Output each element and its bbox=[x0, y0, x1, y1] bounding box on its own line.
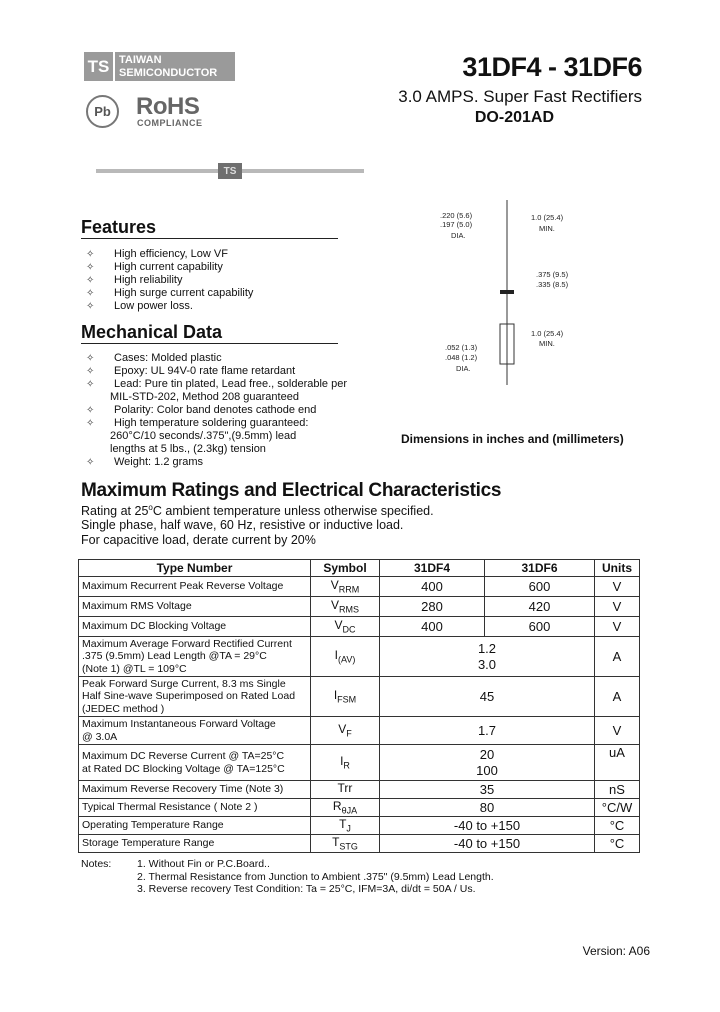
mechanical-item bbox=[86, 456, 347, 469]
table-row bbox=[79, 745, 640, 781]
symbol-subscript: J bbox=[346, 823, 351, 834]
symbol-cell bbox=[311, 799, 380, 817]
value-line: 1.2 bbox=[477, 640, 497, 656]
header-31df4: 31DF4 bbox=[380, 560, 485, 577]
part-number-title: 31DF4 - 31DF6 bbox=[462, 52, 642, 82]
symbol-subscript: RMS bbox=[339, 604, 359, 615]
param-line: Maximum Average Forward Rectified Current bbox=[82, 637, 292, 650]
symbol-subscript: R bbox=[343, 760, 350, 771]
table-row bbox=[79, 781, 640, 799]
symbol-main: V bbox=[330, 578, 339, 593]
value-cell bbox=[380, 835, 595, 853]
param-line: (JEDEC method ) bbox=[82, 702, 165, 715]
value-cell-v1: 400 bbox=[380, 617, 485, 637]
symbol-main: T bbox=[339, 817, 347, 832]
feature-text: High reliability bbox=[114, 274, 183, 286]
version-label: Version: A06 bbox=[582, 944, 650, 958]
feature-item bbox=[86, 300, 253, 313]
brand-line1: TAIWAN bbox=[119, 54, 162, 66]
param-line: @ 3.0A bbox=[82, 730, 118, 743]
value-cell bbox=[380, 799, 595, 817]
value-line: -40 to +150 bbox=[453, 835, 521, 851]
lead-dia-a: .052 (1.3) bbox=[445, 343, 478, 352]
param-cell bbox=[79, 597, 311, 617]
symbol-main: Trr bbox=[337, 781, 353, 796]
mechanical-text: Epoxy: UL 94V-0 rate flame retardant bbox=[114, 365, 296, 377]
unit-cell: °C/W bbox=[595, 799, 640, 817]
value-cell bbox=[380, 817, 595, 835]
value-line: 3.0 bbox=[477, 656, 497, 672]
value-cell bbox=[380, 677, 595, 717]
symbol-main: R bbox=[332, 799, 342, 814]
header-symbol: Symbol bbox=[311, 560, 380, 577]
symbol-cell bbox=[311, 597, 380, 617]
symbol-cell bbox=[311, 717, 380, 745]
bullet-icon: ✧ bbox=[86, 353, 95, 364]
note-item: 1. Without Fin or P.C.Board.. bbox=[137, 858, 270, 870]
package-name: DO-201AD bbox=[474, 109, 554, 126]
mechanical-list bbox=[86, 352, 347, 469]
bullet-icon: ✧ bbox=[86, 262, 95, 273]
value-line: 100 bbox=[476, 762, 498, 778]
bullet-icon: ✧ bbox=[86, 405, 95, 416]
mechanical-text: Weight: 1.2 grams bbox=[114, 456, 204, 468]
note-item: 3. Reverse recovery Test Condition: Ta = 25°C, IFM=3A, di/dt = 50A / Us. bbox=[137, 883, 476, 895]
feature-text: Low power loss. bbox=[114, 300, 193, 312]
table-header-row bbox=[79, 560, 640, 577]
taiwan-semiconductor-logo bbox=[84, 52, 234, 81]
symbol-main: T bbox=[332, 835, 340, 850]
symbol-cell bbox=[311, 817, 380, 835]
param-line: (Note 1) @TL = 109°C bbox=[82, 662, 187, 675]
body-dia-a: .220 (5.6) bbox=[440, 211, 473, 220]
rating-condition-2: Single phase, half wave, 60 Hz, resistive or inductive load. bbox=[81, 518, 404, 532]
param-line: Peak Forward Surge Current, 8.3 ms Single bbox=[82, 677, 286, 690]
features-title: Features bbox=[81, 217, 157, 237]
param-line: Maximum Reverse Recovery Time (Note 3) bbox=[82, 783, 284, 796]
symbol-cell bbox=[311, 637, 380, 677]
feature-item bbox=[86, 261, 253, 274]
dimensions-caption: Dimensions in inches and (millimeters) bbox=[401, 432, 624, 446]
bullet-icon: ✧ bbox=[86, 366, 95, 377]
param-cell bbox=[79, 745, 311, 781]
mechanical-continuation: MIL-STD-202, Method 208 guaranteed bbox=[110, 391, 299, 403]
param-cell bbox=[79, 799, 311, 817]
rating-condition-1: Rating at 25$^o$C ambient temperature unless otherwise specified. bbox=[81, 503, 434, 519]
mechanical-item bbox=[86, 417, 347, 430]
bullet-icon: ✧ bbox=[86, 379, 95, 390]
value-cell-v2: 600 bbox=[485, 577, 595, 597]
note-item: 2. Thermal Resistance from Junction to Ambient .375" (9.5mm) Lead Length. bbox=[137, 870, 494, 883]
table-row bbox=[79, 597, 640, 617]
unit-line: uA bbox=[609, 745, 625, 760]
symbol-main: V bbox=[330, 598, 339, 613]
symbol-cell bbox=[311, 577, 380, 597]
param-line: Operating Temperature Range bbox=[82, 819, 224, 832]
lead-len-top: 1.0 (25.4) bbox=[531, 213, 564, 222]
param-cell bbox=[79, 817, 311, 835]
table-row bbox=[79, 637, 640, 677]
features-list bbox=[86, 248, 253, 313]
bullet-icon: ✧ bbox=[86, 457, 95, 468]
table-row bbox=[79, 817, 640, 835]
lead-len-top-label: MIN. bbox=[539, 224, 555, 233]
mechanical-continuation: lengths at 5 lbs., (2.3kg) tension bbox=[110, 443, 266, 455]
param-cell bbox=[79, 637, 311, 677]
symbol-main: I bbox=[333, 688, 338, 703]
value-line: 80 bbox=[479, 799, 495, 815]
symbol-subscript: FSM bbox=[337, 694, 357, 705]
cathode-band bbox=[500, 290, 514, 294]
param-cell bbox=[79, 577, 311, 597]
value-line: 1.7 bbox=[477, 722, 497, 738]
body-len-a: .375 (9.5) bbox=[536, 270, 569, 279]
param-line: Typical Thermal Resistance ( Note 2 ) bbox=[82, 801, 258, 814]
ts-logo-mark: TS bbox=[84, 52, 113, 81]
notes-label: Notes: bbox=[81, 858, 112, 870]
header-31df6: 31DF6 bbox=[485, 560, 595, 577]
param-cell bbox=[79, 677, 311, 717]
param-line: Maximum Instantaneous Forward Voltage bbox=[82, 718, 276, 730]
value-cell-v2: 600 bbox=[485, 617, 595, 637]
unit-cell: A bbox=[595, 677, 640, 717]
body-len-b: .335 (8.5) bbox=[536, 280, 569, 289]
symbol-subscript: RRM bbox=[338, 584, 360, 595]
mechanical-item bbox=[86, 378, 347, 391]
param-cell bbox=[79, 617, 311, 637]
value-line: 20 bbox=[479, 746, 495, 762]
symbol-main: V bbox=[338, 722, 347, 737]
lead-len-bot-label: MIN. bbox=[539, 339, 555, 348]
bullet-icon: ✧ bbox=[86, 275, 95, 286]
lead-dia-b: .048 (1.2) bbox=[445, 353, 478, 362]
value-line: 35 bbox=[479, 781, 495, 797]
table-row bbox=[79, 799, 640, 817]
unit-cell: V bbox=[595, 617, 640, 637]
mechanical-text: Lead: Pure tin plated, Lead free., solderable per bbox=[114, 378, 347, 390]
mechanical-item bbox=[86, 404, 347, 417]
param-cell bbox=[79, 781, 311, 799]
ts-logo-text bbox=[115, 52, 235, 81]
feature-item bbox=[86, 287, 253, 300]
feature-text: High surge current capability bbox=[114, 287, 254, 299]
feature-text: High efficiency, Low VF bbox=[114, 248, 228, 260]
param-cell bbox=[79, 717, 311, 745]
value-line: -40 to +150 bbox=[453, 817, 521, 833]
package-dimension-drawing bbox=[420, 200, 580, 385]
value-cell bbox=[380, 717, 595, 745]
symbol-main: I bbox=[334, 648, 338, 663]
unit-cell: V bbox=[595, 717, 640, 745]
param-line: .375 (9.5mm) Lead Length @TA = 29°C bbox=[82, 650, 267, 663]
header-units: Units bbox=[595, 560, 640, 577]
mechanical-title: Mechanical Data bbox=[81, 322, 223, 342]
unit-cell: °C bbox=[595, 835, 640, 853]
feature-text: High current capability bbox=[114, 261, 223, 273]
ratings-title: Maximum Ratings and Electrical Characteristics bbox=[81, 480, 502, 501]
body-dia-b: .197 (5.0) bbox=[440, 220, 473, 229]
diode-photo-body: TS bbox=[218, 163, 242, 179]
symbol-subscript: F bbox=[346, 728, 352, 739]
ratings-table-body bbox=[79, 577, 640, 853]
table-row bbox=[79, 677, 640, 717]
mechanical-text: High temperature soldering guaranteed: bbox=[114, 417, 309, 429]
ratings-table bbox=[78, 559, 640, 853]
symbol-cell bbox=[311, 617, 380, 637]
feature-item bbox=[86, 248, 253, 261]
value-cell-v1: 400 bbox=[380, 577, 485, 597]
mechanical-text: Polarity: Color band denotes cathode end bbox=[114, 404, 317, 416]
lead-len-bot: 1.0 (25.4) bbox=[531, 329, 564, 338]
symbol-subscript: DC bbox=[342, 624, 356, 635]
feature-item bbox=[86, 274, 253, 287]
rohs-title: RoHS bbox=[136, 93, 200, 120]
unit-cell bbox=[595, 745, 640, 781]
body-dia-label: DIA. bbox=[451, 231, 466, 240]
value-line: 45 bbox=[479, 688, 495, 704]
symbol-cell bbox=[311, 745, 380, 781]
mechanical-item bbox=[86, 352, 347, 365]
header-type-number: Type Number bbox=[79, 560, 311, 577]
unit-cell: nS bbox=[595, 781, 640, 799]
notes-list bbox=[137, 858, 494, 896]
table-row bbox=[79, 577, 640, 597]
value-cell bbox=[380, 637, 595, 677]
symbol-cell bbox=[311, 835, 380, 853]
unit-cell: V bbox=[595, 577, 640, 597]
mechanical-item bbox=[86, 365, 347, 378]
symbol-subscript: (AV) bbox=[338, 654, 356, 665]
bullet-icon: ✧ bbox=[86, 301, 95, 312]
param-line: Maximum RMS Voltage bbox=[82, 600, 192, 613]
lead-free-icon: Pb bbox=[86, 95, 119, 128]
unit-cell: °C bbox=[595, 817, 640, 835]
features-rule bbox=[81, 238, 338, 239]
table-row bbox=[79, 617, 640, 637]
param-line: Maximum Recurrent Peak Reverse Voltage bbox=[82, 580, 284, 593]
param-line: Maximum DC Reverse Current @ TA=25°C bbox=[82, 750, 285, 762]
param-line: Storage Temperature Range bbox=[82, 837, 215, 850]
unit-cell: A bbox=[595, 637, 640, 677]
symbol-subscript: STG bbox=[339, 841, 358, 852]
symbol-subscript: θJA bbox=[341, 805, 358, 816]
symbol-cell bbox=[311, 677, 380, 717]
mechanical-text: Cases: Molded plastic bbox=[114, 352, 222, 364]
param-line: Half Sine-wave Superimposed on Rated Load bbox=[82, 690, 296, 703]
bullet-icon: ✧ bbox=[86, 249, 95, 260]
symbol-cell bbox=[311, 781, 380, 799]
mechanical-continuation: 260°C/10 seconds/.375",(9.5mm) lead bbox=[110, 430, 297, 442]
brand-line2: SEMICONDUCTOR bbox=[119, 67, 218, 79]
table-row bbox=[79, 835, 640, 853]
value-cell-v2: 420 bbox=[485, 597, 595, 617]
table-row bbox=[79, 717, 640, 745]
rating-condition-3: For capacitive load, derate current by 20% bbox=[81, 533, 316, 547]
unit-cell: V bbox=[595, 597, 640, 617]
value-cell-v1: 280 bbox=[380, 597, 485, 617]
part-subtitle: 3.0 AMPS. Super Fast Rectifiers bbox=[398, 87, 642, 106]
param-line: Maximum DC Blocking Voltage bbox=[82, 620, 227, 633]
mechanical-rule bbox=[81, 343, 338, 344]
bullet-icon: ✧ bbox=[86, 418, 95, 429]
value-cell bbox=[380, 745, 595, 781]
value-cell bbox=[380, 781, 595, 799]
symbol-main: I bbox=[340, 754, 344, 769]
param-cell bbox=[79, 835, 311, 853]
bullet-icon: ✧ bbox=[86, 288, 95, 299]
rohs-compliance: COMPLIANCE bbox=[137, 118, 203, 128]
lead-dia-label: DIA. bbox=[456, 364, 471, 373]
param-line: at Rated DC Blocking Voltage @ TA=125°C bbox=[82, 762, 285, 775]
symbol-main: V bbox=[334, 618, 343, 633]
